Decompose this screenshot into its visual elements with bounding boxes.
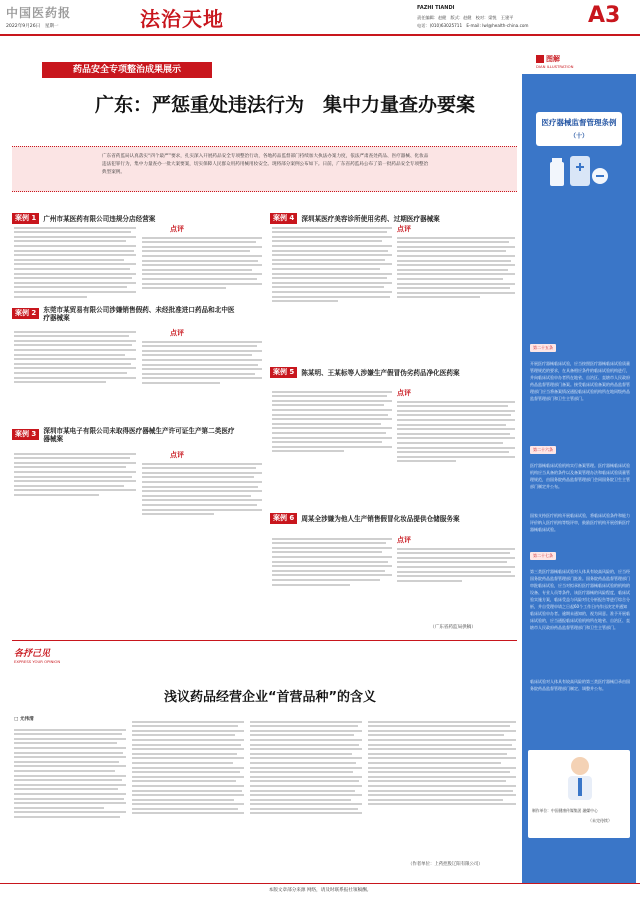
case-6-title: 周某全涉嫌为他人生产销售假冒化妆品提供仓储服务案 [301,514,460,523]
case-6-comment [397,535,515,584]
opinion-rule [12,640,517,641]
masthead-rule [0,34,640,36]
medical-bottle-icon [542,148,616,190]
main-headline: 广东：严惩重处违法行为 集中力量查办要案 [94,94,475,116]
case-1-comment-label: 点评 [170,225,184,233]
case-4-comment-label: 点评 [397,225,411,233]
to-be-continued: （未完待续） [588,818,612,823]
opinion-col-2 [132,718,244,876]
article-25-text: 开展医疗器械临床试验，应当按照医疗器械临床试验质量管理规范的要求，在具备相应条件的临床试验机构进行，并向临床试验申办者所在地省、自治区、直辖市人民政府药品监督管理部门备案。接受临床试验备案的药品监督管理部门应当将备案情况通报临床试验机构所在地同级药品监督管理部门和卫生主管部门。 [530,361,630,401]
case-2-header [12,303,262,323]
footer-rule [0,883,640,884]
issue-date: 2022年9月26日 星期一 [6,24,59,29]
article-27-text-2: 临床试验对人体具有较高风险的第三类医疗器械目录由国务院药品监督管理部门制定、调整并公布。 [530,679,630,691]
opinion-col-4 [368,718,516,860]
sidebar-label: 图解 [536,54,560,64]
case-1-tag: 案例 1 [12,213,39,224]
topic-banner: 药品安全专项整治成果展示 [42,62,212,78]
case-5-header [270,362,520,382]
case-4-header [270,208,520,223]
case-3-tag: 案例 3 [12,429,39,440]
sidebar-panel [522,74,636,884]
case-2-title: 东莞市某贸易有限公司涉嫌销售假药、未经批准进口药品和北中医疗器械案 [43,305,235,322]
article-26-text-2: 国家支持医疗机构开展临床试验，将临床试验条件和能力评价纳入医疗机构等级评审，鼓励医疗机构开展创新医疗器械临床试验。 [530,513,630,532]
panel-subtitle: （十） [569,133,588,140]
case-5-title: 陈某明、王某标等人涉嫌生产假冒伪劣药品净化医药案 [301,368,460,377]
case-4-comment [397,224,515,301]
article-27-text: 第三类医疗器械临床试验对人体具有较高风险的，应当经国务院药品监督管理部门批准。国务院药品监督管理部门审批临床试验，应当对拟承担医疗器械临床试验的机构的设备、专业人员等条件，该医疗器械的风险程度，临床试验实施方案，临床受益与风险对比分析报告等进行综合分析，并自受理申请之日起60个工作日内作出决定并通知临床试验申办者。逾期未通知的，视为同意。准予开展临床试验的，应当通报临床试验机构所在地省、自治区、直辖市人民政府药品监督管理部门和卫生主管部门。 [530,569,630,630]
opinion-headline: 浅议药品经营企业“首营品种”的含义 [163,690,377,705]
footer-notice: 本版文章部分来源 网络，请及时联系报社领稿酬。 [268,888,372,893]
contact-info: 电话：(010)63025711 E-mail: lwl@health-china.com [417,23,529,28]
section-pinyin: FAZHI TIANDI [417,5,455,11]
intro-text: 广东省药监局认真落实“四个最严”要求，扎实深入开展药品安全专项整治行动，各地药品监督部门持续加大执法办案力度，依法严肃查处药品、医疗器械、化妆品违法犯罪行为，集中力量查办一批大案要案，切实保障人民群众用药用械用妆安全。现将部分案例公布如下。日前，广东省药监局公布了第一批药品安全专项整治典型案例。 [102,154,429,175]
section-title: 法治天地 [140,7,224,31]
case-3-title: 深圳市某电子有限公司未取得医疗器械生产许可证生产第二类医疗器械案 [43,426,235,443]
case-3-header [12,424,262,444]
case-5-comment-label: 点评 [397,389,411,397]
opinion-label-cn: 各抒己见 [14,649,51,659]
illustration-icon [536,55,544,63]
case-3-body [14,450,136,530]
case-2-body [14,328,136,420]
opinion-col-3 [250,718,362,876]
sidebar-label-en: DIAN ILLUSTRATION [536,64,574,69]
opinion-author: （作者单位：上药控股辽阳有限公司） [408,862,483,867]
case-2-comment-label: 点评 [170,329,184,337]
masthead [0,0,640,40]
case-3-comment-label: 点评 [170,451,184,459]
panel-title: 医疗器械监督管理条例 [541,118,617,127]
article-tag-26: 第二十六条 [530,446,556,454]
case-5-tag: 案例 5 [270,367,297,378]
intro-box [12,146,517,192]
opinion-col-1 [14,726,126,876]
case-6-header [270,508,520,528]
case-2-tag: 案例 2 [12,308,39,319]
panel-title-box [536,112,622,146]
case-1-header [12,208,262,223]
case-4-title: 深圳某医疗美容诊所使用劣药、过期医疗器械案 [301,214,440,223]
doctor-illustration-icon [558,754,602,802]
page-number: A3 [588,3,621,28]
case-6-comment-label: 点评 [397,536,411,544]
opinion-label [14,646,60,664]
case-6-tag: 案例 6 [270,513,297,524]
case-1-comment [142,224,262,292]
sidebar [522,40,636,890]
sidebar-footer [528,750,630,838]
case-6-body [272,535,392,625]
article-tag-27: 第二十七条 [530,552,556,560]
sidebar-credit: 制作单位：中国健康传媒集团 融媒中心 [532,808,598,813]
case-5-comment [397,388,515,465]
case-5-body [272,388,392,510]
newspaper-logo: 中国医药报 [6,6,72,20]
case-2-comment [142,328,262,387]
article-tag-25: 第二十五条 [530,344,556,352]
case-3-comment [142,450,262,518]
editor-credits: 责任编辑：赵健 版式：赵健 校对：梁悦 王建平 [417,15,514,20]
opinion-byline: □ 尤伟清 [14,717,34,722]
article-26-text: 医疗器械临床试验机构实行备案管理。医疗器械临床试验机构应当具备的条件以及备案管理办法和临床试验质量管理规范，由国务院药品监督管理部门会同国务院卫生主管部门制定并公布。 [530,463,630,489]
source-note: （广东省药监局供稿） [430,625,476,630]
case-4-body [272,224,392,369]
case-1-title: 广州市某医药有限公司违规分店经营案 [43,214,156,223]
opinion-label-en: EXPRESS YOUR OPINION [14,659,61,664]
case-4-tag: 案例 4 [270,213,297,224]
